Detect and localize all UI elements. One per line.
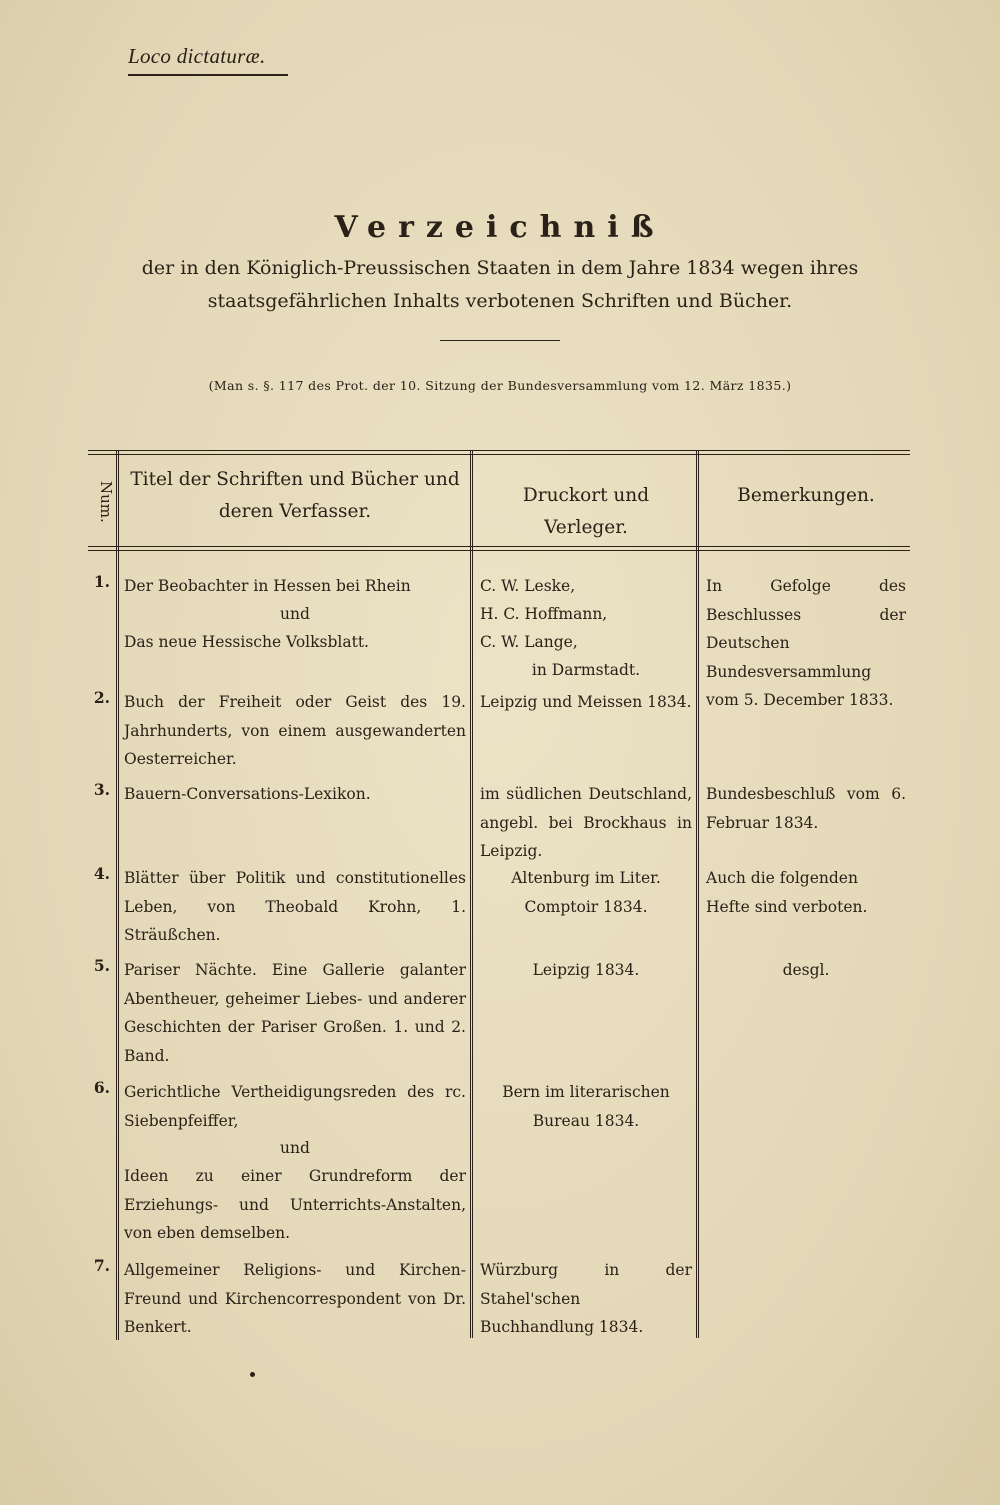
row-title: Allgemeiner Religions- und Kirchen-Freund und Kirchencorrespondent von Dr. Benkert. — [124, 1261, 466, 1336]
column-header-publisher: Druckort und Verleger. — [522, 485, 650, 538]
row-title: Pariser Nächte. Eine Gallerie galanter Abentheuer, geheimer Liebes- und anderer Geschichten der Pariser Großen. 1. und 2. Band. — [124, 961, 466, 1065]
row-publisher: im südlichen Deutschland, angebl. bei Brockhaus in Leipzig. — [480, 785, 692, 860]
row-title-conjunction: und — [280, 605, 310, 623]
row-number: 1. — [93, 572, 110, 591]
column-rule-publisher — [696, 450, 699, 1338]
row-title: Das neue Hessische Volksblatt. — [124, 633, 369, 651]
header-bottom-rule-inner — [88, 550, 910, 551]
row-publisher: in Darmstadt. — [531, 661, 641, 679]
row-title: Bauern-Conversations-Lexikon. — [124, 785, 371, 803]
table-top-rule-inner — [88, 454, 910, 455]
title-divider — [440, 340, 560, 341]
row-title: Buch der Freiheit oder Geist des 19. Jahrhunderts, von einem ausgewanderten Oesterreicher. — [124, 693, 466, 768]
table-top-rule — [88, 450, 910, 451]
row-number: 5. — [93, 956, 110, 975]
row-publisher: Altenburg im Liter. Comptoir 1834. — [511, 869, 661, 916]
row-title-conjunction: und — [280, 1139, 310, 1157]
row-number: 4. — [93, 864, 110, 883]
row-number: 2. — [93, 688, 110, 707]
header-rule — [128, 74, 288, 76]
row-number: 7. — [93, 1256, 110, 1275]
row-publisher: Leipzig 1834. — [532, 961, 640, 979]
column-rule-num — [116, 450, 119, 1340]
row-remark: Auch die folgenden Hefte sind verboten. — [706, 869, 868, 916]
document-subtitle: der in den Königlich-Preussischen Staaten in dem Jahre 1834 wegen ihres staatsgefährlichen Inhalts verbotenen Schriften und Bücher. — [141, 257, 859, 312]
row-publisher: Bern im literarischen Bureau 1834. — [502, 1083, 670, 1130]
row-title: Gerichtliche Vertheidigungsreden des rc. Siebenpfeiffer, — [124, 1083, 466, 1130]
column-header-num: Num. — [97, 481, 115, 523]
row-publisher: C. W. Lange, — [480, 633, 578, 651]
row-remark: In Gefolge des Beschlusses der Deutschen Bundesversammlung vom 5. December 1833. — [706, 577, 906, 709]
row-remark: Bundesbeschluß vom 6. Februar 1834. — [706, 785, 906, 832]
header-note: Loco dictaturæ. — [128, 44, 266, 68]
row-number: 3. — [93, 780, 110, 799]
reference-note: (Man s. §. 117 des Prot. der 10. Sitzung der Bundesversammlung vom 12. März 1835.) — [208, 378, 792, 393]
row-title: Blätter über Politik und constitutionelles Leben, von Theobald Krohn, 1. Sträußchen. — [124, 869, 466, 944]
row-number: 6. — [93, 1078, 110, 1097]
column-rule-title — [470, 450, 473, 1338]
prohibited-books-table — [88, 450, 910, 1340]
header-bottom-rule — [88, 546, 910, 547]
row-title: Der Beobachter in Hessen bei Rhein — [124, 577, 411, 595]
ink-dot — [250, 1372, 255, 1377]
row-publisher: Leipzig und Meissen 1834. — [480, 693, 692, 711]
row-publisher: C. W. Leske, — [480, 577, 576, 595]
column-header-title: Titel der Schriften und Bücher und deren Verfasser. — [130, 469, 460, 522]
row-publisher: H. C. Hoffmann, — [480, 605, 608, 623]
row-title: Ideen zu einer Grundreform der Erziehungs- und Unterrichts-Anstalten, von eben demselben. — [124, 1167, 466, 1242]
column-header-remarks: Bemerkungen. — [737, 485, 875, 506]
document-title: Verzeichniß — [334, 210, 666, 245]
row-remark: desgl. — [782, 961, 830, 979]
row-publisher: Würzburg in der Stahel'schen Buchhandlung 1834. — [480, 1261, 692, 1336]
